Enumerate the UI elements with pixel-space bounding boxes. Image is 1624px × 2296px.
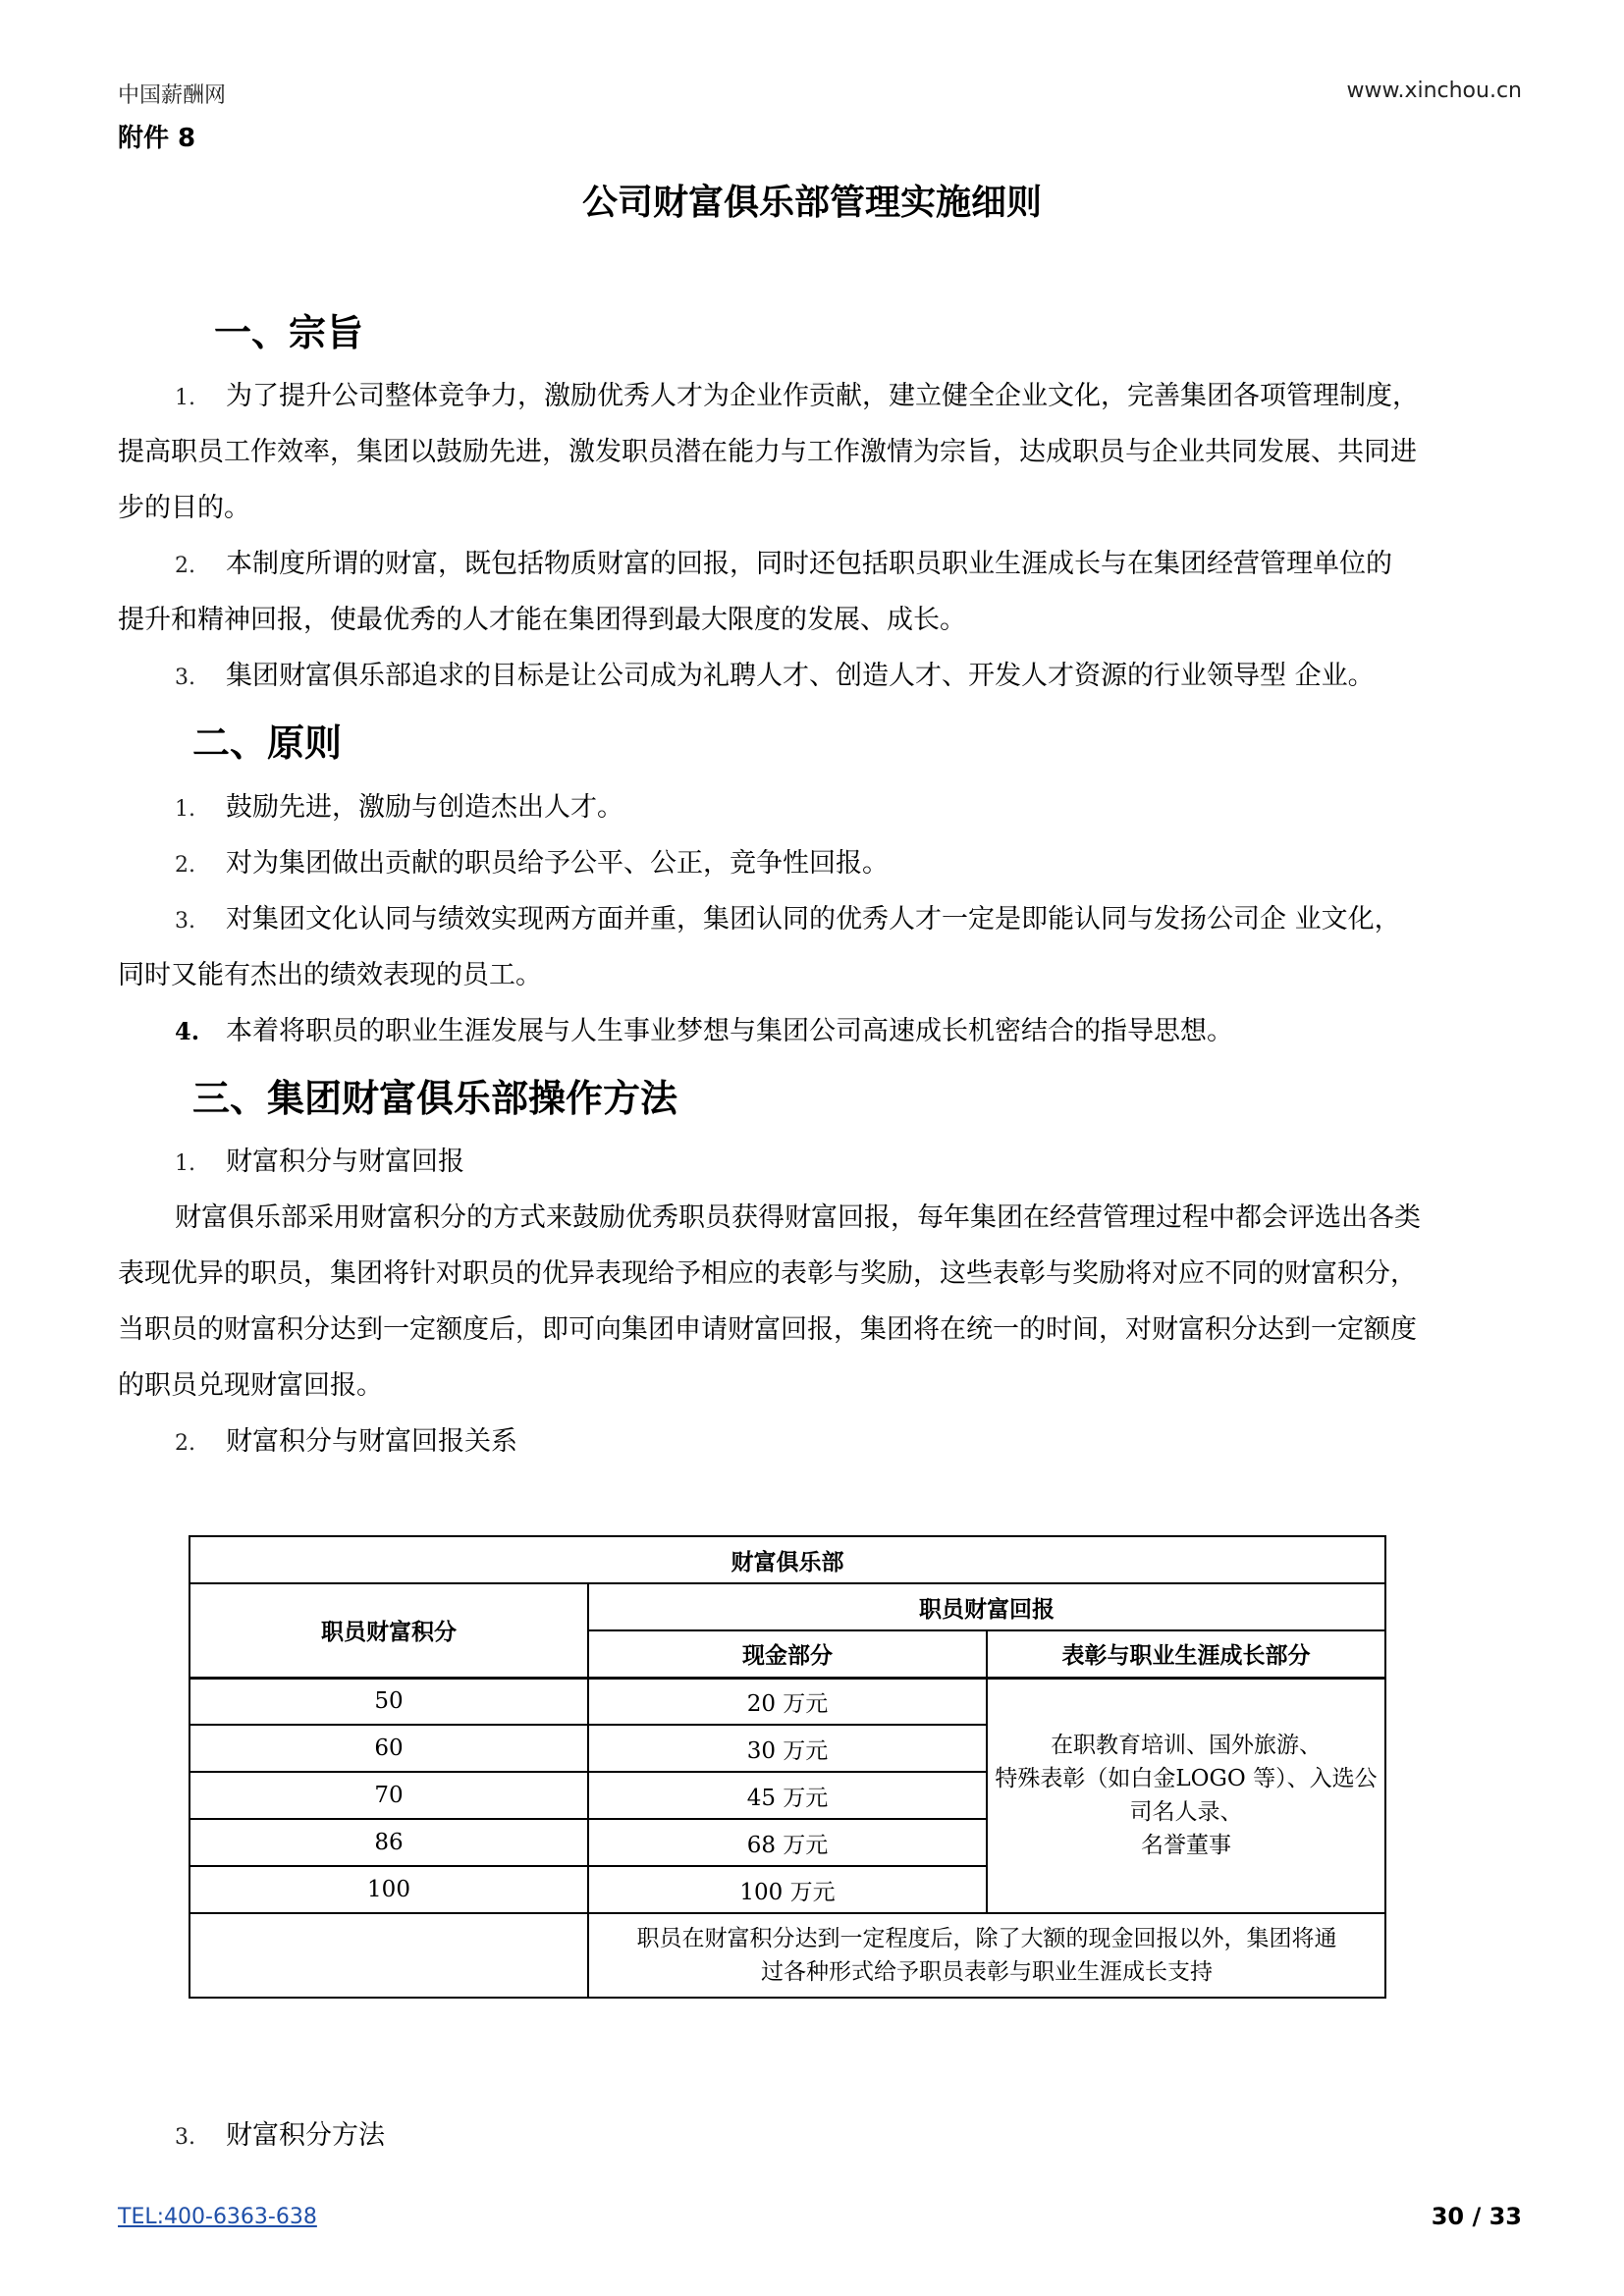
item-number: 2.	[175, 853, 195, 878]
sub-item	[175, 1414, 517, 1471]
section-heading-principles: 二、原则	[192, 721, 343, 765]
attachment-label: 附件 8	[118, 124, 196, 153]
sub-item	[175, 2108, 385, 2165]
section-heading-purpose: 一、宗旨	[214, 311, 364, 354]
item-number: 1.	[175, 386, 195, 410]
page-title: 公司财富俱乐部管理实施细则	[581, 183, 1042, 223]
list-item	[175, 779, 623, 837]
paragraph-line: 表现优异的职员，集团将针对职员的优异表现给予相应的表彰与奖励，这些表彰与奖励将对应不同的财富积分，	[118, 1258, 1417, 1289]
sub-item	[175, 1134, 464, 1192]
table-title: 财富俱乐部	[189, 1536, 1385, 1583]
note-cell	[588, 1913, 1385, 1998]
site-url[interactable]: www.xinchou.cn	[1346, 79, 1522, 103]
list-item	[175, 536, 1392, 594]
item-continuation: 提升和精神回报，使最优秀的人才能在集团得到最大限度的发展、成长。	[118, 605, 966, 635]
table-row	[189, 1913, 1385, 1998]
note-line: 职员在财富积分达到一定程度后，除了大额的现金回报以外，集团将通	[636, 1926, 1337, 1951]
cash-cell: 30 万元	[588, 1725, 987, 1772]
site-name: 中国薪酬网	[118, 83, 227, 108]
item-number: 1.	[175, 1151, 195, 1176]
item-text: 财富积分方法	[226, 2120, 385, 2151]
list-item	[175, 835, 889, 893]
honor-cell	[987, 1678, 1385, 1913]
item-text: 本制度所谓的财富，既包括物质财富的回报，同时还包括职员职业生涯成长与在集团经营管理单位的	[226, 549, 1392, 579]
item-text: 对为集团做出贡献的职员给予公平、公正，竞争性回报。	[226, 848, 889, 879]
paragraph-line: 当职员的财富积分达到一定额度后，即可向集团申请财富回报，集团将在统一的时间，对财富积分达到一定额度	[118, 1314, 1417, 1345]
paragraph-line: 的职员兑现财富回报。	[118, 1370, 383, 1401]
footer-tel-link[interactable]: TEL:400-6363-638	[118, 2205, 317, 2229]
item-continuation: 提高职员工作效率，集团以鼓励先进，激发职员潜在能力与工作激情为宗旨，达成职员与企业共同发展、共同进	[118, 437, 1417, 467]
item-number: 3.	[175, 2125, 195, 2150]
points-cell: 86	[189, 1819, 588, 1866]
item-text: 本着将职员的职业生涯发展与人生事业梦想与集团公司高速成长机密结合的指导思想。	[226, 1016, 1233, 1046]
table-row	[189, 1678, 1385, 1725]
points-cell: 60	[189, 1725, 588, 1772]
item-number: 3.	[175, 909, 195, 934]
item-text: 对集团文化认同与绩效实现两方面并重，集团认同的优秀人才一定是即能认同与发扬公司企 业文化，	[226, 904, 1401, 934]
item-number: 2.	[175, 554, 195, 578]
item-text: 集团财富俱乐部追求的目标是让公司成为礼聘人才、创造人才、开发人才资源的行业领导型 企业。	[226, 661, 1375, 691]
paragraph-line: 财富俱乐部采用财富积分的方式来鼓励优秀职员获得财富回报，每年集团在经营管理过程中都会评选出各类	[175, 1202, 1421, 1233]
item-text: 财富积分与财富回报	[226, 1147, 464, 1177]
list-item	[175, 368, 1419, 426]
honor-line: 司名人录、	[1129, 1799, 1243, 1826]
header-honor: 表彰与职业生涯成长部分	[987, 1630, 1385, 1678]
cash-cell: 45 万元	[588, 1772, 987, 1819]
item-text: 为了提升公司整体竞争力，激励优秀人才为企业作贡献，建立健全企业文化，完善集团各项管理制度，	[226, 381, 1419, 411]
item-text: 财富积分与财富回报关系	[226, 1426, 517, 1457]
cash-cell: 68 万元	[588, 1819, 987, 1866]
cash-cell: 100 万元	[588, 1866, 987, 1913]
item-continuation: 同时又能有杰出的绩效表现的员工。	[118, 960, 542, 990]
header-return: 职员财富回报	[588, 1583, 1385, 1630]
list-item	[175, 648, 1375, 706]
section-heading-operation: 三、集团财富俱乐部操作方法	[192, 1077, 678, 1120]
item-number: 2.	[175, 1431, 195, 1456]
item-number: 1.	[175, 797, 195, 822]
item-number: 3.	[175, 666, 195, 690]
list-item	[175, 891, 1401, 949]
points-cell: 50	[189, 1678, 588, 1725]
header-cash: 现金部分	[588, 1630, 987, 1678]
header-points: 职员财富积分	[189, 1583, 588, 1678]
honor-line: 名誉董事	[1141, 1833, 1231, 1859]
honor-line: 特殊表彰（如白金LOGO 等）、入选公	[995, 1766, 1378, 1792]
cash-cell: 20 万元	[588, 1678, 987, 1725]
item-number: 4.	[175, 1017, 200, 1045]
wealth-club-table	[189, 1535, 1386, 1999]
honor-line: 在职教育培训、国外旅游、	[1051, 1733, 1322, 1759]
item-text: 鼓励先进，激励与创造杰出人才。	[226, 792, 623, 823]
page-number: 30 / 33	[1431, 2203, 1522, 2230]
item-continuation: 步的目的。	[118, 493, 250, 523]
note-line: 过各种形式给予职员表彰与职业生涯成长支持	[761, 1959, 1213, 1985]
list-item	[175, 1003, 1233, 1059]
empty-cell	[189, 1913, 588, 1998]
points-cell: 100	[189, 1866, 588, 1913]
points-cell: 70	[189, 1772, 588, 1819]
